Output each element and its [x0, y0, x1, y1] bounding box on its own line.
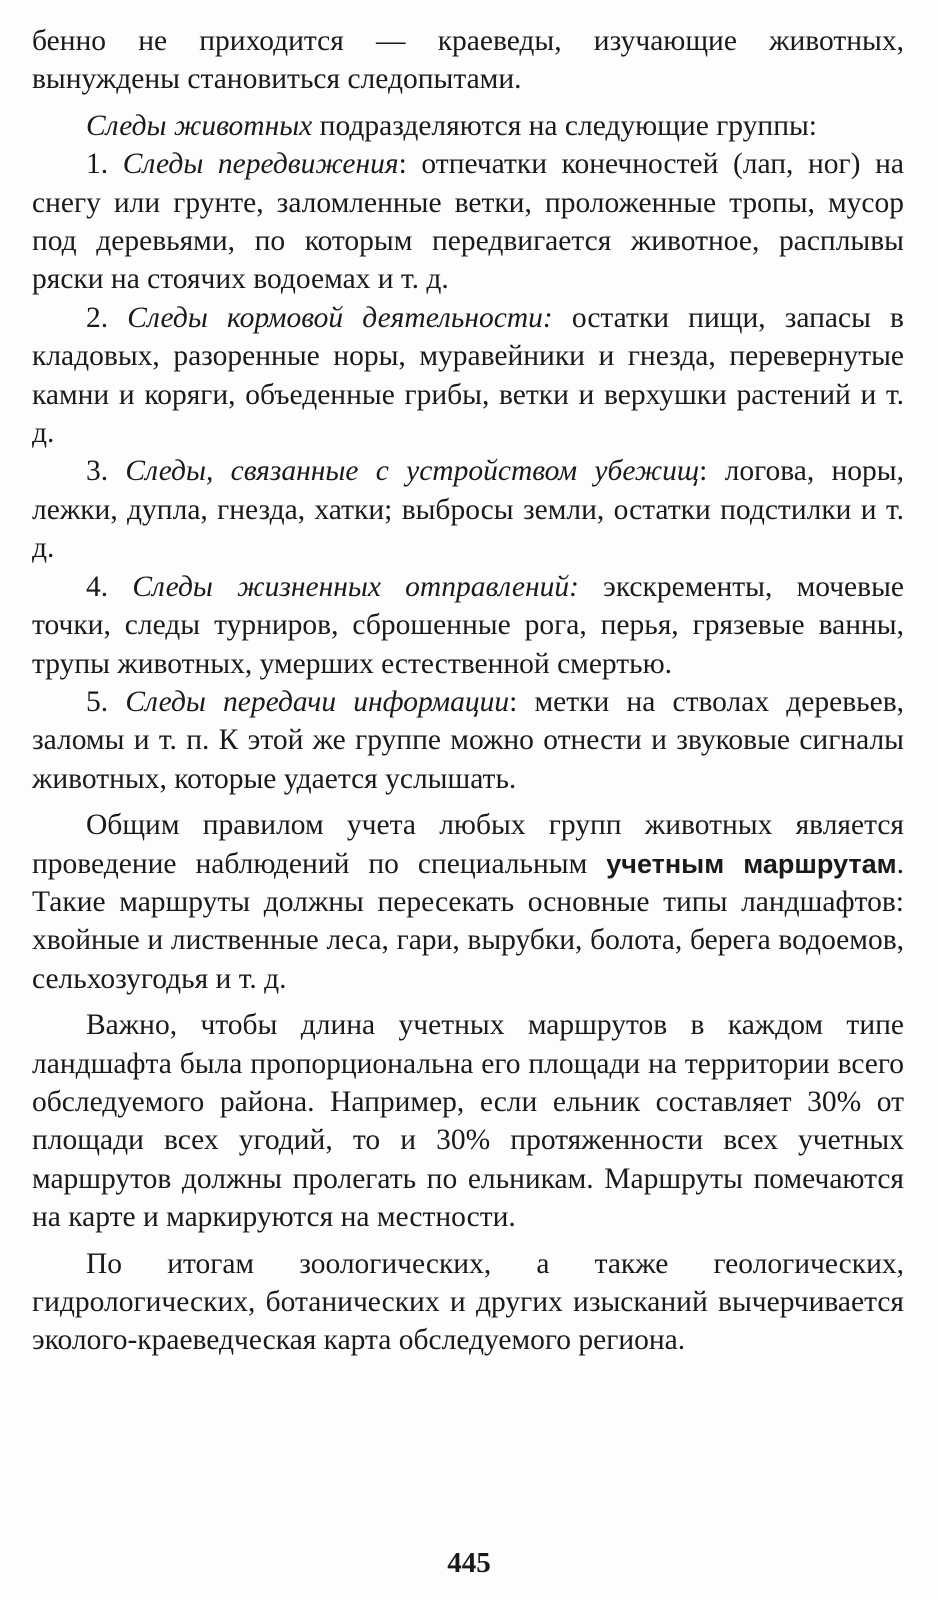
item-term: Следы передачи информации	[125, 685, 510, 718]
item-number: 5.	[86, 685, 126, 718]
paragraph-text: . Такие маршруты должны пересекать основные типы ландшафтов: хвойные и лиственные леса, гари, вырубки, болота, берега водоемов, сельхозугодья и т. д.	[32, 847, 904, 995]
paragraph-text: Общим правилом учета любых групп животных является проведение наблюдений по специальным	[32, 809, 904, 880]
item-text: остатки пищи, запасы в кладовых, разоренные норы, муравейники и гнезда, перевернутые камни и коряги, объеденные грибы, ветки и верхушки растений и т. д.	[32, 301, 904, 450]
item-text: : отпечатки конечностей (лап, ног) на снегу или грунте, заломленные ветки, проложенные тропы, мусор под деревьями, по которым передвигается животное, расплывы ряски на стоячих водоемах и т. д.	[32, 148, 904, 296]
paragraph-text: По итогам зоологических, а также геологических, гидрологических, ботанических и других изысканий вычерчивается эколого-краеведческая карта обследуемого региона.	[32, 1247, 904, 1357]
list-item-3	[32, 452, 904, 567]
list-item-1	[32, 145, 904, 299]
paragraph-text: подразделяются на следующие группы:	[312, 109, 817, 142]
paragraph-track-groups	[32, 107, 904, 145]
item-term: Следы, связанные с устройством убежищ	[125, 455, 700, 488]
item-number: 3.	[86, 455, 126, 488]
item-number: 4.	[86, 570, 133, 603]
term-census-routes: учетным маршрутам	[606, 848, 897, 879]
item-term: Следы передвижения	[122, 148, 399, 181]
paragraph-map	[32, 1245, 904, 1360]
list-item-2	[32, 299, 904, 453]
paragraph-routes	[32, 806, 904, 998]
item-term: Следы кормовой деятельности:	[127, 301, 553, 334]
item-term: Следы жизненных отправлений:	[132, 570, 579, 603]
list-item-5	[32, 683, 904, 798]
item-number: 2.	[86, 301, 128, 334]
item-text: экскременты, мочевые точки, следы турниров, сброшенные рога, перья, грязевые ванны, трупы животных, умерших естественной смертью.	[32, 570, 904, 680]
list-item-4	[32, 568, 904, 683]
paragraph-text: Важно, чтобы длина учетных маршрутов в каждом типе ландшафта была пропорциональна его площади на территории всего обследуемого района. Например, если ельник составляет 30% от площади всех угодий, то и 30% протяженности всех учетных маршрутов должны пролегать по ельникам. Маршруты помечаются на карте и маркируются на местности.	[32, 1009, 904, 1234]
paragraph-continuation	[32, 22, 904, 99]
body-text	[32, 22, 904, 1360]
item-number: 1.	[86, 148, 123, 181]
page-number: 445	[447, 1547, 491, 1579]
paragraph-route-length	[32, 1006, 904, 1236]
paragraph-text: бенно не приходится — краеведы, изучающие животных, вынуждены становиться следопытами.	[32, 25, 904, 96]
item-text: : метки на стволах деревьев, заломы и т. п. К этой же группе можно отнести и звуковые сигналы животных, которые удается услышать.	[32, 685, 905, 795]
term-animal-tracks: Следы животных	[86, 109, 313, 142]
item-text: : логова, норы, лежки, дупла, гнезда, хатки; выбросы земли, остатки подстилки и т. д.	[32, 455, 905, 565]
